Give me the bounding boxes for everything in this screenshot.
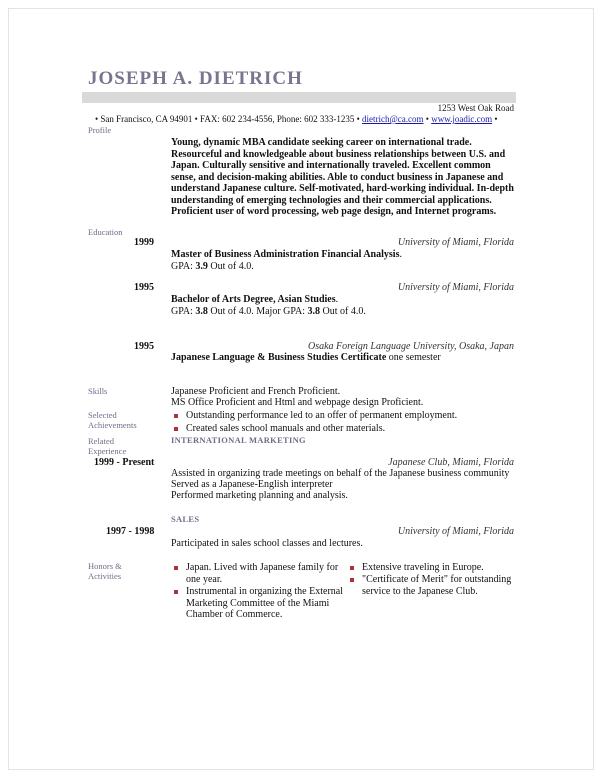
bullet-icon [174,414,178,418]
honors-label: Honors & Activities [88,561,122,581]
bullet-icon [174,427,178,431]
bullet-icon [350,578,354,582]
skill-item: Japanese Proficient and French Proficient. [171,386,341,397]
degree-suffix: . [335,294,339,305]
experience-org: University of Miami, Florida [397,526,514,537]
website-link[interactable]: www.joadic.com [431,114,493,124]
resume-name: JOSEPH A. DIETRICH [88,68,303,89]
major-gpa-value: 3.8 [307,306,321,317]
achievement-item: Outstanding performance led to an offer of permanent employment. [186,410,458,421]
edu-school: University of Miami, Florida [397,282,514,293]
profile-label: Profile [88,125,112,135]
skill-item: MS Office Proficient and Html and webpage design Proficient. [171,397,424,408]
skills-label: Skills [88,386,108,396]
degree-name: Japanese Language & Business Studies Certificate [171,352,387,363]
gpa-suffix: Out of 4.0. [207,261,254,272]
honors-item: "Certificate of Merit" for outstanding service to the Japanese Club. [362,574,512,597]
gpa-value: 3.8 [195,306,208,317]
gpa-suffix: Out of 4.0. Major GPA: [207,306,308,317]
contact-info: • San Francisco, CA 94901 • FAX: 602 234-4556, Phone: 602 333-1235 • [95,114,360,124]
edu-year: 1999 [134,237,154,248]
degree-name: Bachelor of Arts Degree, Asian Studies [171,294,336,305]
experience-heading: INTERNATIONAL MARKETING [171,435,306,445]
achievements-label: Selected Achievements [88,410,137,430]
contact-separator: • [425,114,429,124]
bullet-icon [350,566,354,570]
contact-end: • [494,114,498,124]
address-line-2 [95,114,498,124]
bullet-icon [174,566,178,570]
honors-item: Japan. Lived with Japanese family for one year. [186,562,339,585]
edu-school: Osaka Foreign Language University, Osaka, Japan [308,341,514,352]
edu-year: 1995 [134,341,154,352]
edu-school: University of Miami, Florida [397,237,514,248]
experience-period: 1997 - 1998 [106,526,155,537]
experience-period: 1999 - Present [94,457,155,468]
profile-text: Young, dynamic MBA candidate seeking career on international trade. Resourceful and knowledgeable about business relationships between U.S. and Japan. Culturally sensitive and internationally traveled. Excellent common sense, and decision-making abilities. Able to conduct business in Japanese and understand Japanese culture. Self-motivated, hard-working individual. In-depth understanding of emerging technologies and their commercial applications. Proficient user of word processing, web page design, and Internet programs. [171,137,514,217]
bullet-icon [174,590,178,594]
edu-gpa [171,261,254,273]
email-link[interactable]: dietrich@ca.com [362,114,424,124]
address-line-1: 1253 West Oak Road [437,103,514,113]
gpa-prefix: GPA: [171,306,196,317]
achievement-item: Created sales school manuals and other materials. [186,423,386,434]
experience-org: Japanese Club, Miami, Florida [388,457,514,468]
experience-line: Performed marketing planning and analysis. [171,490,348,501]
education-label: Education [88,227,123,237]
gpa-value: 3.9 [195,261,208,272]
degree-name: Master of Business Administration Financial Analysis [171,249,400,260]
gpa-prefix: GPA: [171,261,196,272]
experience-line: Served as a Japanese-English interpreter [171,479,333,490]
degree-suffix: one semester [386,352,441,363]
major-gpa-suffix: Out of 4.0. [320,306,366,317]
edu-year: 1995 [134,282,154,293]
honors-item: Instrumental in organizing the External Marketing Committee of the Miami Chamber of Commerce. [186,586,343,620]
edu-degree [171,294,338,306]
edu-degree [171,352,441,364]
edu-gpa [171,306,366,318]
experience-line: Assisted in organizing trade meetings on behalf of the Japanese business community [171,468,510,479]
degree-suffix: . [399,249,402,260]
experience-heading: SALES [171,514,200,524]
related-experience-label: Related Experience [88,436,127,456]
honors-item: Extensive traveling in Europe. [362,562,484,573]
header-bar [82,92,516,103]
edu-degree [171,249,402,261]
experience-line: Participated in sales school classes and lectures. [171,538,363,549]
